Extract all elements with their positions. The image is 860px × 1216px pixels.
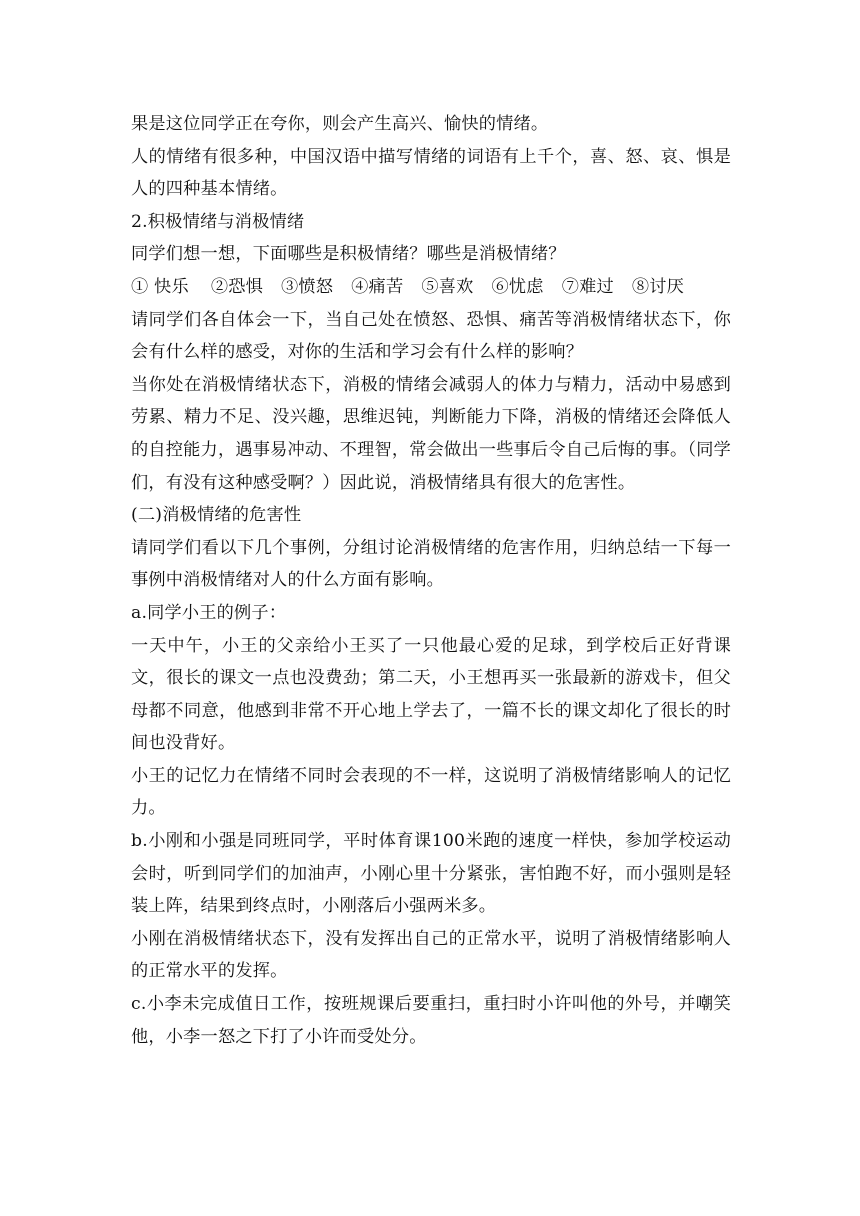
emotion-option: ④痛苦 <box>351 276 404 297</box>
emotion-option: ②恐惧 <box>210 276 263 297</box>
paragraph: 请同学们各自体会一下，当自己处在愤怒、恐惧、痛苦等消极情绪状态下，你会有什么样的感受，对你的生活和学习会有什么样的影响？ <box>131 309 731 363</box>
section-heading: (二)消极情绪的危害性 <box>131 505 302 526</box>
emotion-option: ⑦难过 <box>561 276 614 297</box>
paragraph: 小刚在消极情绪状态下，没有发挥出自己的正常水平，说明了消极情绪影响人的正常水平的发挥。 <box>131 928 731 982</box>
paragraph: 果是这位同学正在夸你，则会产生高兴、愉快的情绪。 <box>131 114 549 134</box>
emotion-option: ⑧讨厌 <box>631 276 685 297</box>
emotion-options <box>131 271 731 304</box>
paragraph: 请同学们看以下几个事例，分组讨论消极情绪的危害作用，归纳总结一下每一事例中消极情绪对人的什么方面有影响。 <box>131 537 731 591</box>
paragraph: 当你处在消极情绪状态下，消极的情绪会减弱人的体力与精力，活动中易感到劳累、精力不足、没兴趣，思维迟钝，判断能力下降，消极的情绪还会降低人的自控能力，遇事易冲动、不理智，常会做出一些事后令自己后悔的事。（同学们，有没有这种感受啊？）因此说，消极情绪具有很大的危害性。 <box>131 374 731 493</box>
paragraph: 同学们想一想，下面哪些是积极情绪？哪些是消极情绪？ <box>131 244 566 265</box>
document-page <box>131 108 731 1053</box>
paragraph: 人的情绪有很多种，中国汉语中描写情绪的词语有上千个，喜、怒、哀、惧是人的四种基本情绪。 <box>131 146 731 200</box>
emotion-option: ① 快乐 <box>131 276 189 297</box>
emotion-option: ③愤怒 <box>281 276 334 297</box>
paragraph: 小王的记忆力在情绪不同时会表现的不一样，这说明了消极情绪影响人的记忆力。 <box>131 765 731 819</box>
emotion-option: ⑤喜欢 <box>421 276 474 297</box>
paragraph: b.小刚和小强是同班同学，平时体育课100米跑的速度一样快，参加学校运动会时，听到同学们的加油声，小刚心里十分紧张，害怕跑不好，而小强则是轻装上阵，结果到终点时，小刚落后小强两米多。 <box>131 831 731 917</box>
paragraph: c.小李未完成值日工作，按班规课后要重扫，重扫时小许叫他的外号，并嘲笑他，小李一怒之下打了小许而受处分。 <box>131 994 731 1047</box>
emotion-option: ⑥忧虑 <box>491 276 544 297</box>
section-heading: 2.积极情绪与消极情绪 <box>131 211 305 232</box>
paragraph: 一天中午，小王的父亲给小王买了一只他最心爱的足球，到学校后正好背课文，很长的课文一点也没费劲；第二天，小王想再买一张最新的游戏卡，但父母都不同意，他感到非常不开心地上学去了，一篇不长的课文却化了很长的时间也没背好。 <box>131 635 731 754</box>
example-heading: a.同学小王的例子： <box>131 602 287 623</box>
